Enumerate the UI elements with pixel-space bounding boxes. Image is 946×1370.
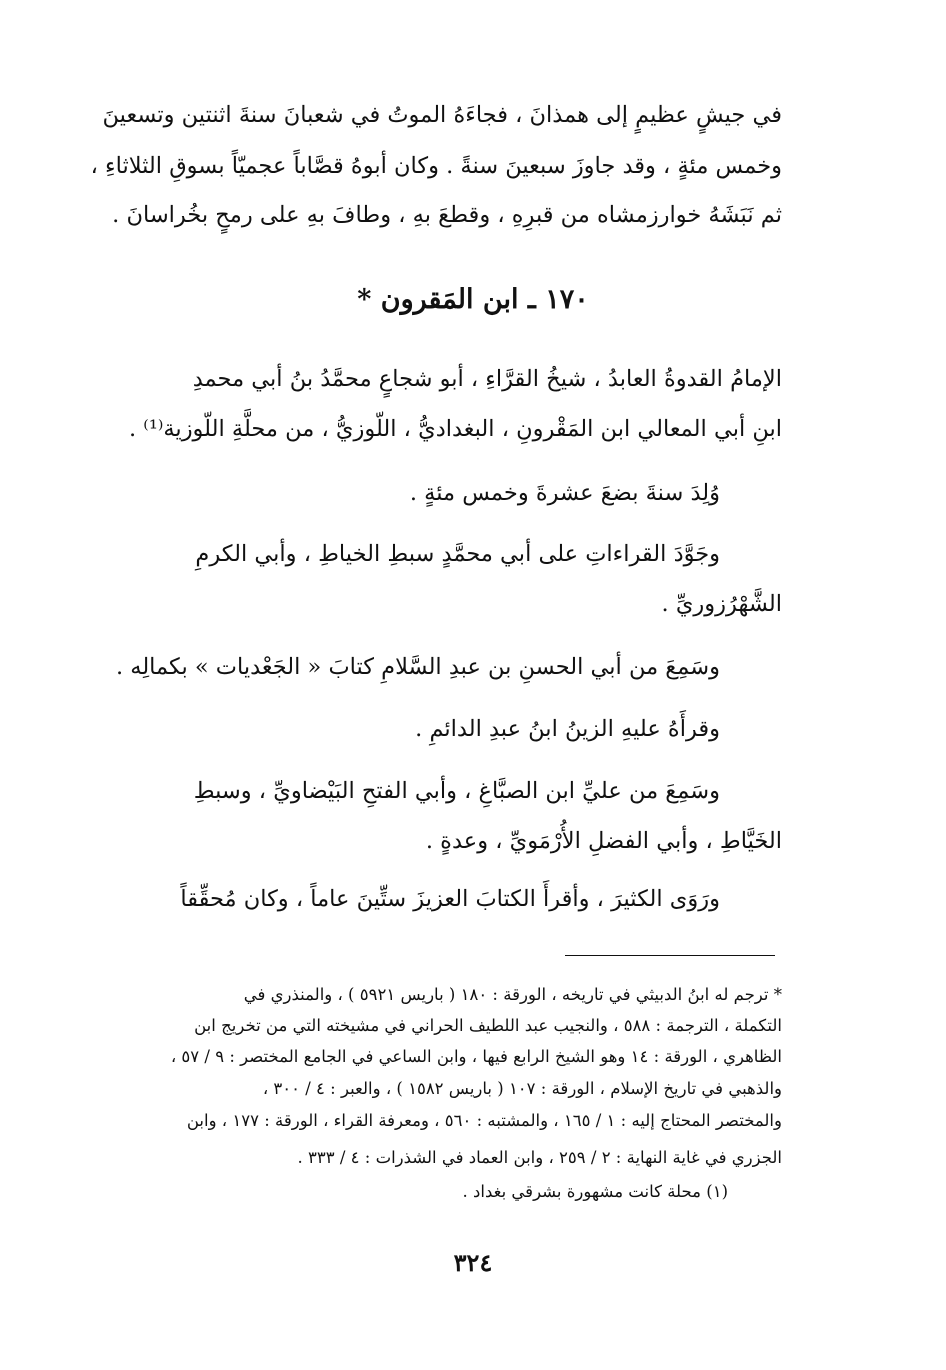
text-line: وخمس مئةٍ ، وقد جاوزَ سبعينَ سنةً . وكان أبوهُ قصَّاباً عجميّاً بسوقِ الثلاثاءِ ، xyxy=(90,153,782,179)
text-line: في جيشٍ عظيمٍ إلى همذانَ ، فجاءَهُ الموتُ في شعبانَ سنةَ اثنتين وتسعينَ xyxy=(102,102,782,128)
footnote-line: الجزري في غاية النهاية : ٢ / ٢٥٩ ، وابن العماد في الشذرات : ٤ / ٣٣٣ . xyxy=(297,1148,782,1167)
entry-title: ١٧٠ ـ ابن المَقرون * xyxy=(357,284,589,315)
text-line: وسَمِعَ من عليِّ ابن الصبَّاغِ ، وأبي الفتحِ البَيْضاويِّ ، وسبطِ xyxy=(193,778,720,804)
text-line: وجَوَّدَ القراءاتِ على أبي محمَّدٍ سبطِ الخياطِ ، وأبي الكرمِ xyxy=(195,541,720,567)
footnote-separator xyxy=(565,955,775,956)
text-line: الشَّهْرُزوريِّ . xyxy=(661,591,782,617)
text-line: ابنِ أبي المعالي ابن المَقْرونِ ، البغداديُّ ، اللّوزيُّ ، من محلَّةِ اللّوزية⁽¹⁾ . xyxy=(128,416,782,442)
page-number: ٣٢٤ xyxy=(453,1248,493,1277)
text-line: الخَيَّاطِ ، وأبي الفضلِ الأُرْمَويِّ ، وعدةٍ . xyxy=(425,828,782,854)
text-line: الإمامُ القدوةُ العابدُ ، شيخُ القرَّاءِ ، أبو شجاعٍ محمَّدُ بنُ أبي محمدِ xyxy=(192,366,782,392)
footnote-line: التكملة ، الترجمة : ٥٨٨ ، والنجيب عبد اللطيف الحراني في مشيخته التي من تخريج ابن xyxy=(194,1016,782,1035)
text-line: وقرأَهُ عليهِ الزينُ ابنُ عبدِ الدائمِ . xyxy=(415,716,720,742)
text-line: وُلِدَ سنةَ بضعَ عشرةَ وخمس مئةٍ . xyxy=(409,480,720,506)
footnote-line: (١) محلة كانت مشهورة بشرقي بغداد . xyxy=(462,1182,728,1201)
footnote-line: والمختصر المحتاج إليه : ١ / ١٦٥ ، والمشتبه : ٥٦٠ ، ومعرفة القراء ، الورقة : ١٧٧ ، وابن xyxy=(186,1111,782,1130)
text-line: ورَوَى الكثيرَ ، وأقرأَ الكتابَ العزيزَ ستِّينَ عاماً ، وكان مُحقِّقاً xyxy=(180,886,720,912)
footnote-line: الظاهري ، الورقة : ١٤ وهو الشيخ الرابع فيها ، وابن الساعي في الجامع المختصر : ٩ / ٥٧ ، xyxy=(170,1047,782,1066)
text-line: وسَمِعَ من أبي الحسنِ بن عبدِ السَّلامِ كتابَ « الجَعْديات » بكمالِه . xyxy=(115,654,720,680)
footnote-line: والذهبي في تاريخ الإسلام ، الورقة : ١٠٧ ( باريس ١٥٨٢ ) ، والعبر : ٤ / ٣٠٠ ، xyxy=(262,1079,782,1098)
footnote-line: * ترجم له ابنُ الدبيثي في تاريخه ، الورقة : ١٨٠ ( باريس ٥٩٢١ ) ، والمنذري في xyxy=(243,985,782,1004)
text-line: ثم نَبَشَهُ خوارزمشاه من قبرِهِ ، وقطعَ بهِ ، وطافَ بهِ على رمحٍ بخُراسانَ . xyxy=(112,202,782,228)
